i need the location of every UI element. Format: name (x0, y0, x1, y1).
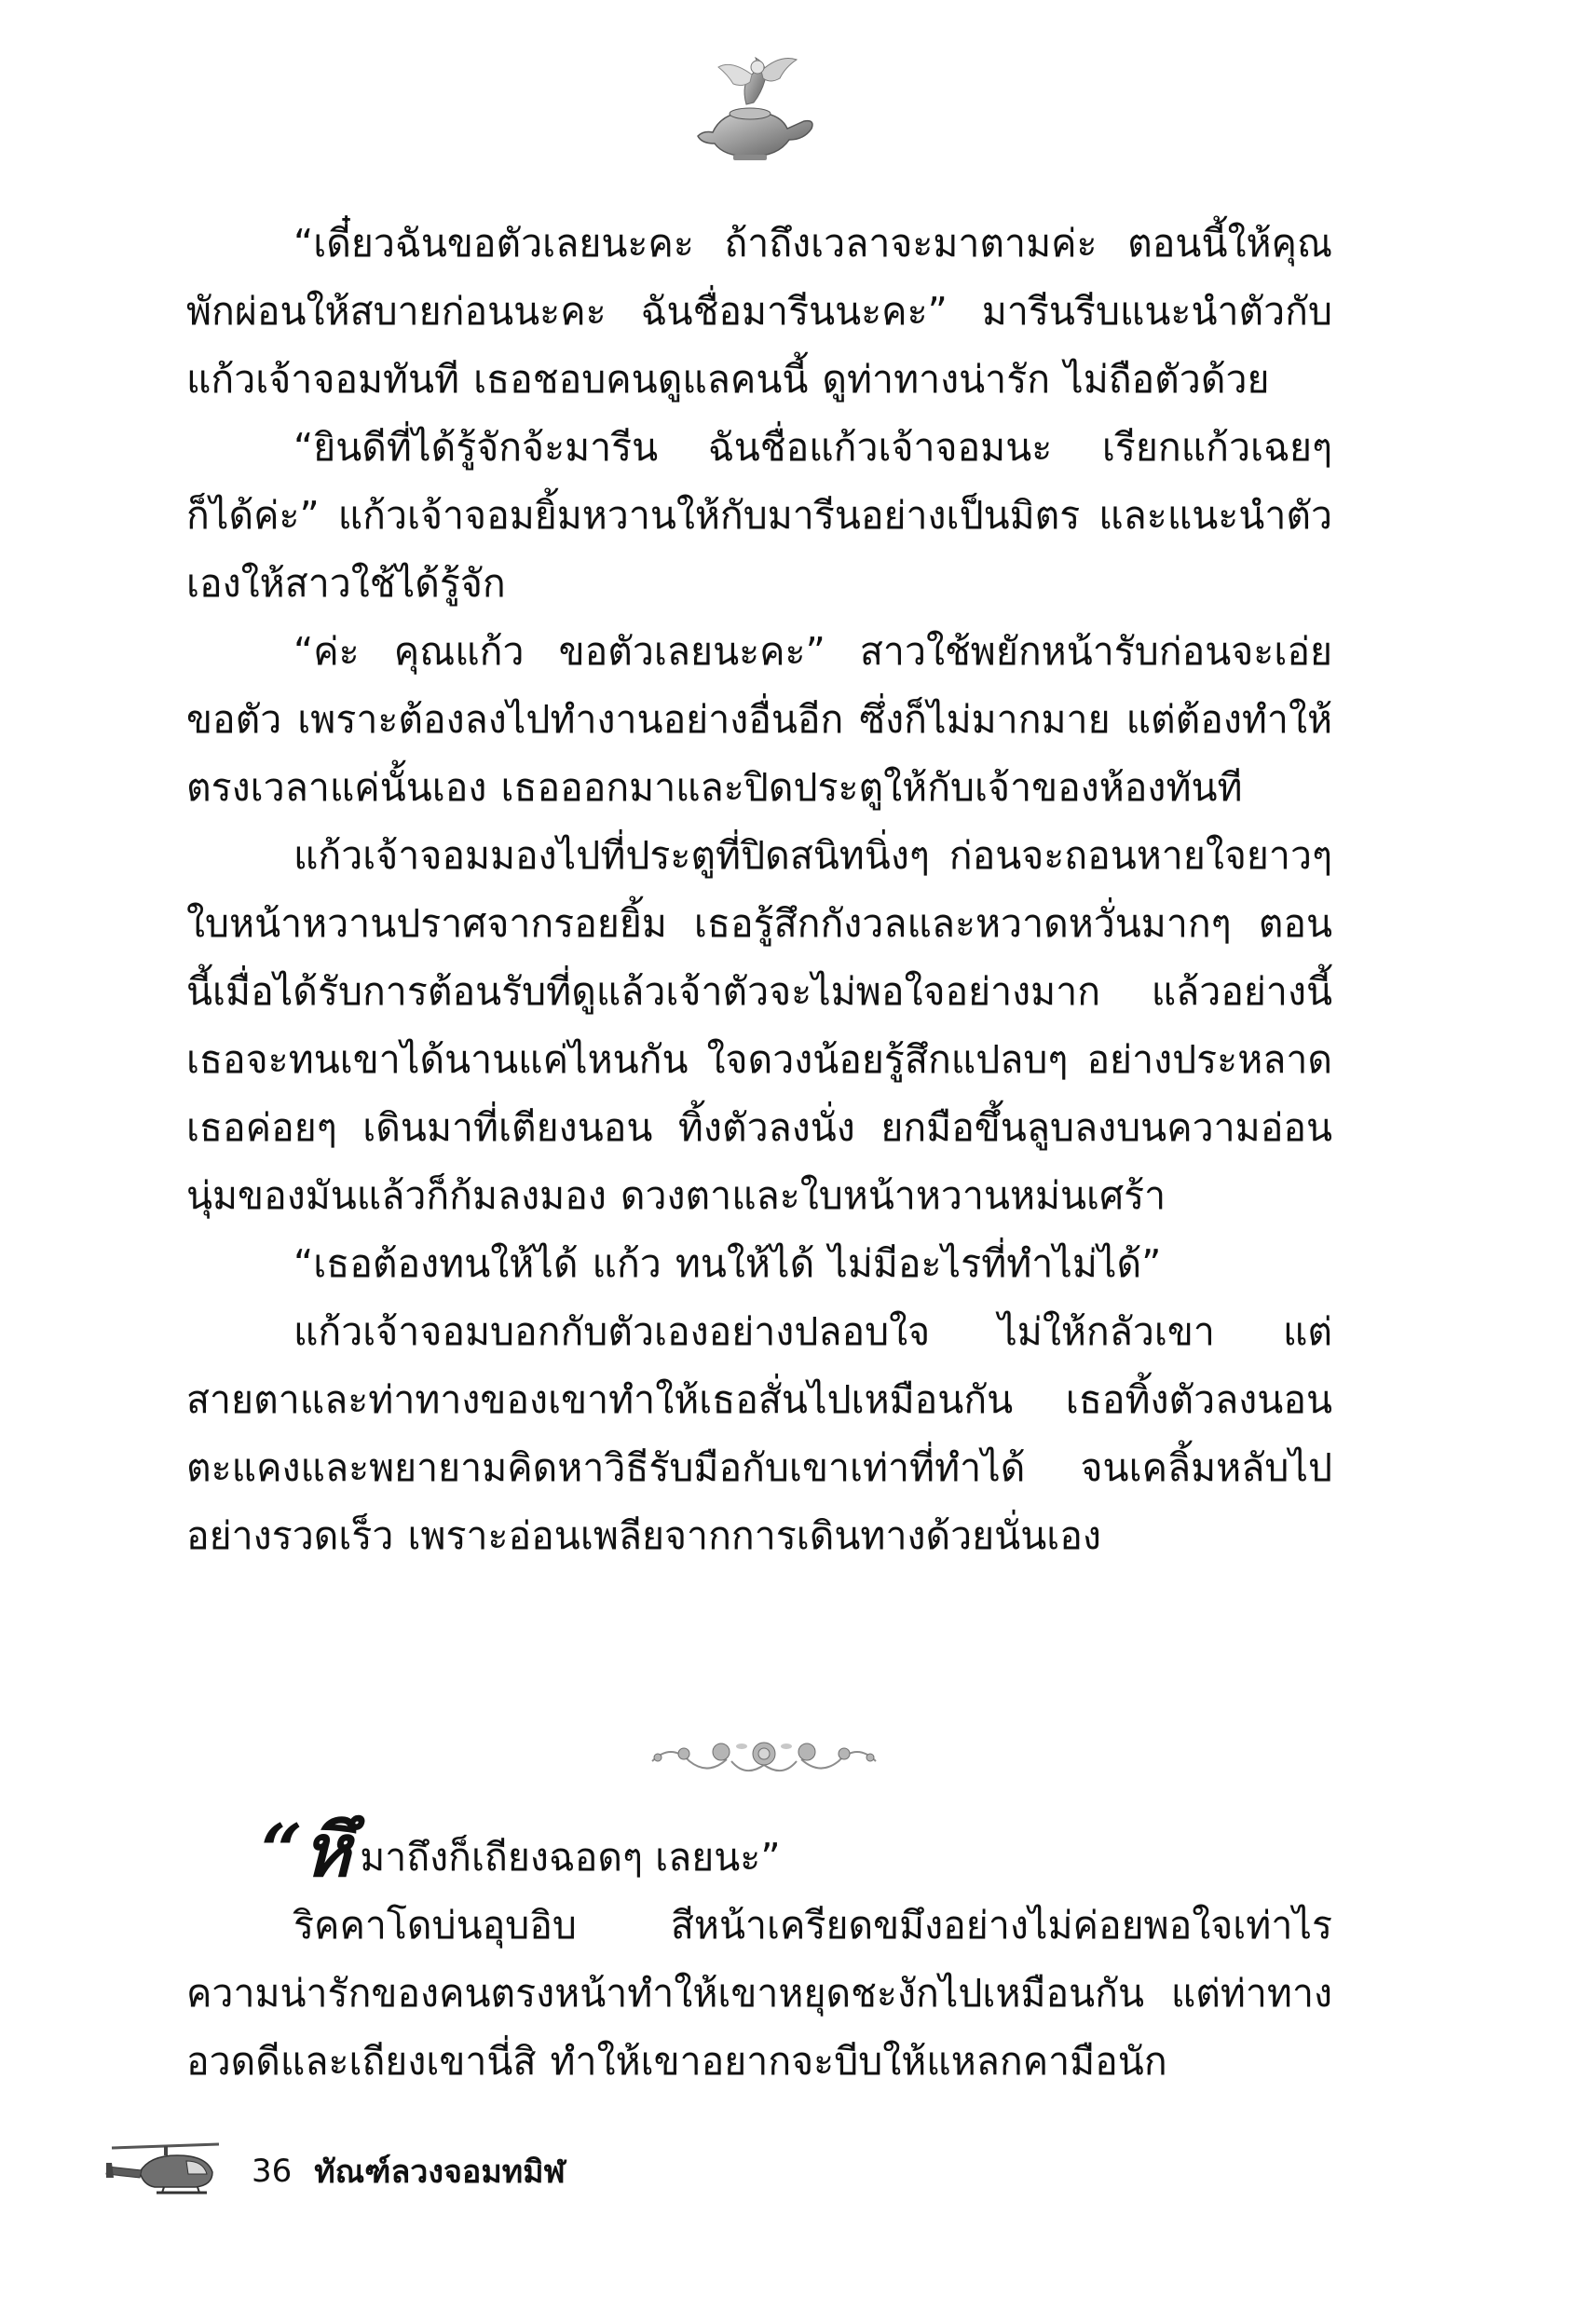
paragraph: “ยินดีที่ได้รู้จักจ้ะมารีน ฉันชื่อแก้วเจ้าจอมนะ เรียกแก้วเฉยๆ ก็ได้ค่ะ” แก้วเจ้าจอมยิ้มหวานให้กับมารีนอย่างเป็นมิตร และแนะนำตัวเองให้สาวใช้ได้รู้จัก (186, 425, 1332, 606)
floral-divider-icon (643, 1733, 885, 1782)
body-text-section-2 (186, 1809, 1332, 2096)
opening-line-text: มาถึงก็เถียงฉอดๆ เลยนะ” (360, 1835, 781, 1880)
opening-line (261, 1809, 1332, 1894)
paragraph: แก้วเจ้าจอมบอกกับตัวเองอย่างปลอบใจ ไม่ให้กลัวเขา แต่สายตาและท่าทางของเขาทำให้เธอสั่นไปเหมือนกัน เธอทิ้งตัวลงนอนตะแคงและพยายามคิดหาวิธีรับมือกับเขาเท่าที่ทำได้ จนเคลิ้มหลับไปอย่างรวดเร็ว เพราะอ่อนเพลียจากการเดินทางด้วยนั่นเอง (186, 1309, 1332, 1558)
paragraph: “เธอต้องทนให้ได้ แก้ว ทนให้ได้ ไม่มีอะไรที่ทำไม่ได้” (293, 1241, 1162, 1286)
cupid-lamp-ornament-icon (675, 47, 825, 168)
helicopter-icon (102, 2139, 224, 2204)
paragraph: “ค่ะ คุณแก้ว ขอตัวเลยนะคะ” สาวใช้พยักหน้ารับก่อนจะเอ่ยขอตัว เพราะต้องลงไปทำงานอย่างอื่นอีก ซึ่งก็ไม่มากมาย แต่ต้องทำให้ตรงเวลาแค่นั้นเอง เธอออกมาและปิดประตูให้กับเจ้าของห้องทันที (186, 629, 1332, 810)
paragraph: แก้วเจ้าจอมมองไปที่ประตูที่ปิดสนิทนิ่งๆ ก่อนจะถอนหายใจยาวๆ ใบหน้าหวานปราศจากรอยยิ้ม เธอรู้สึกกังวลและหวาดหวั่นมากๆ ตอนนี้เมื่อได้รับการต้อนรับที่ดูแล้วเจ้าตัวจะไม่พอใจอย่างมาก แล้วอย่างนี้เธอจะทนเขาได้นานแค่ไหนกัน ใจดวงน้อยรู้สึกแปลบๆ อย่างประหลาด เธอค่อยๆ เดินมาที่เตียงนอน ทิ้งตัวลงนั่ง ยกมือขึ้นลูบลงบนความอ่อนนุ่มของมันแล้วก็ก้มลงมอง ดวงตาและใบหน้าหวานหม่นเศร้า (186, 833, 1332, 1218)
page-number: 36 (252, 2153, 293, 2190)
paragraph: ริคคาโดบ่นอุบอิบ สีหน้าเครียดขมึงอย่างไม่ค่อยพอใจเท่าไรความน่ารักของคนตรงหน้าทำให้เขาหยุดชะงักไปเหมือนกัน แต่ท่าทางอวดดีและเถียงเขานี่สิ ทำให้เขาอยากจะบีบให้แหลกคามือนัก (186, 1903, 1332, 2084)
page-footer (102, 2134, 566, 2208)
body-text-section-1 (186, 210, 1332, 1570)
book-title: ทัณฑ์ลวงจอมทมิฬ (314, 2154, 566, 2191)
drop-cap: “หึ (261, 1809, 351, 1894)
paragraph: “เดี๋ยวฉันขอตัวเลยนะคะ ถ้าถึงเวลาจะมาตามค่ะ ตอนนี้ให้คุณพักผ่อนให้สบายก่อนนะคะ ฉันชื่อมารีนนะคะ” มารีนรีบแนะนำตัวกับแก้วเจ้าจอมทันที เธอชอบคนดูแลคนนี้ ดูท่าทางน่ารัก ไม่ถือตัวด้วย (186, 221, 1332, 402)
